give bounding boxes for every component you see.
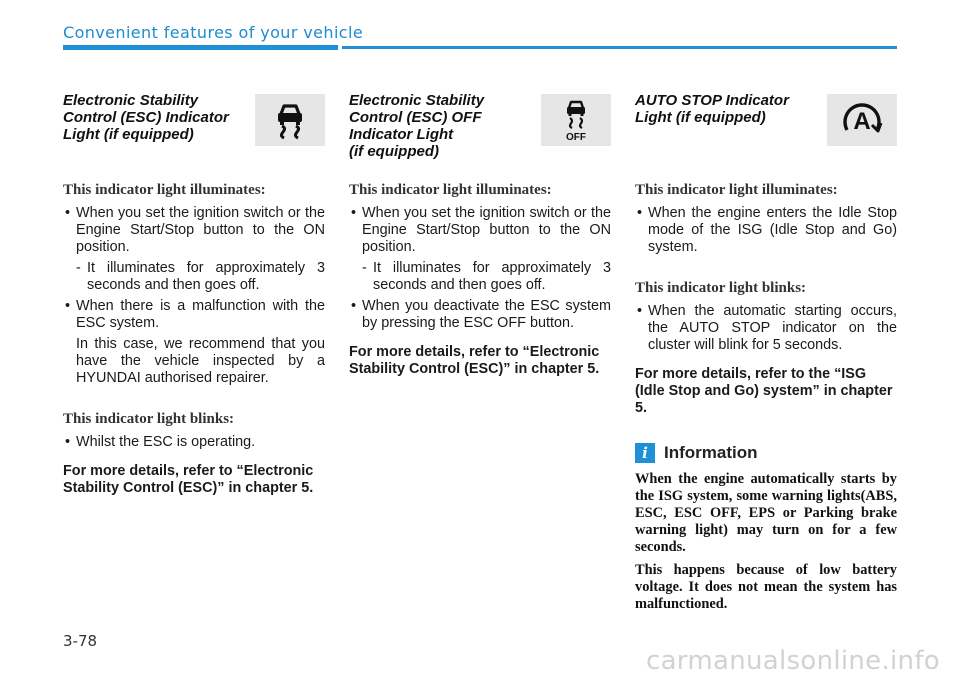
esc-off-icon-label: OFF [566, 132, 586, 142]
list-item: • Whilst the ESC is operating. [63, 434, 325, 451]
esc-skid-car-icon [255, 94, 325, 146]
esc-off-indicator-title: Electronic Stability Control (ESC) OFF Indicator Light (if equipped) [349, 92, 485, 160]
list-subitem: - It illuminates for approximately 3 seconds and then goes off. [76, 260, 325, 293]
blinks-heading: This indicator light blinks: [635, 280, 807, 296]
auto-stop-icon [827, 94, 897, 146]
list-item: • When you deactivate the ESC system by pressing the ESC OFF button. [349, 298, 611, 332]
reference-note: For more details, refer to “Electronic Stability Control (ESC)” in chapter 5. [63, 463, 314, 496]
list-item: • When you set the ignition switch or the Engine Start/Stop button to the ON position. [63, 205, 325, 256]
info-icon: i [635, 443, 655, 463]
auto-stop-icon-label: A [853, 108, 871, 135]
information-title: Information [664, 443, 758, 462]
information-header [635, 443, 897, 463]
header-bar-right [342, 46, 897, 49]
list-item: • When the automatic starting occurs, the AUTO STOP indicator on the cluster will blink for 5 seconds. [635, 303, 897, 354]
reference-note: For more details, refer to the “ISG (Idle Stop and Go) system” in chapter 5. [635, 366, 893, 416]
auto-stop-indicator-title: AUTO STOP Indicator Light (if equipped) [635, 92, 789, 126]
list-item: • When you set the ignition switch or the Engine Start/Stop button to the ON position. [349, 205, 611, 256]
esc-off-icon [541, 94, 611, 146]
column-esc-indicator [63, 92, 325, 497]
reference-note: For more details, refer to “Electronic Stability Control (ESC)” in chapter 5. [349, 344, 600, 377]
blinks-heading: This indicator light blinks: [63, 411, 235, 427]
illuminates-heading: This indicator light illuminates: [63, 182, 266, 198]
list-subitem: - It illuminates for approximately 3 seconds and then goes off. [362, 260, 611, 293]
header-bar-left [63, 45, 338, 50]
information-paragraph: This happens because of low battery voltage. It does not mean the system has malfunctioned. [635, 562, 897, 612]
column-auto-stop-indicator [635, 92, 897, 619]
information-paragraph: When the engine automatically starts by the ISG system, some warning lights(ABS, ESC, ESC OFF, EPS or Parking brake warning light) may turn on for a few seconds. [635, 471, 897, 555]
watermark: carmanualsonline.info [645, 646, 940, 676]
list-item-note: In this case, we recommend that you have the vehicle inspected by a HYUNDAI authorised repairer. [76, 336, 325, 386]
illuminates-heading: This indicator light illuminates: [635, 182, 838, 198]
list-item: • When there is a malfunction with the ESC system. [63, 298, 325, 332]
page-number: 3-78 [63, 632, 98, 650]
illuminates-heading: This indicator light illuminates: [349, 182, 552, 198]
column-esc-off-indicator [349, 92, 611, 378]
esc-indicator-title: Electronic Stability Control (ESC) Indicator Light (if equipped) [63, 92, 229, 143]
section-header-title: Convenient features of your vehicle [63, 23, 364, 42]
list-item: • When the engine enters the Idle Stop mode of the ISG (Idle Stop and Go) system. [635, 205, 897, 256]
